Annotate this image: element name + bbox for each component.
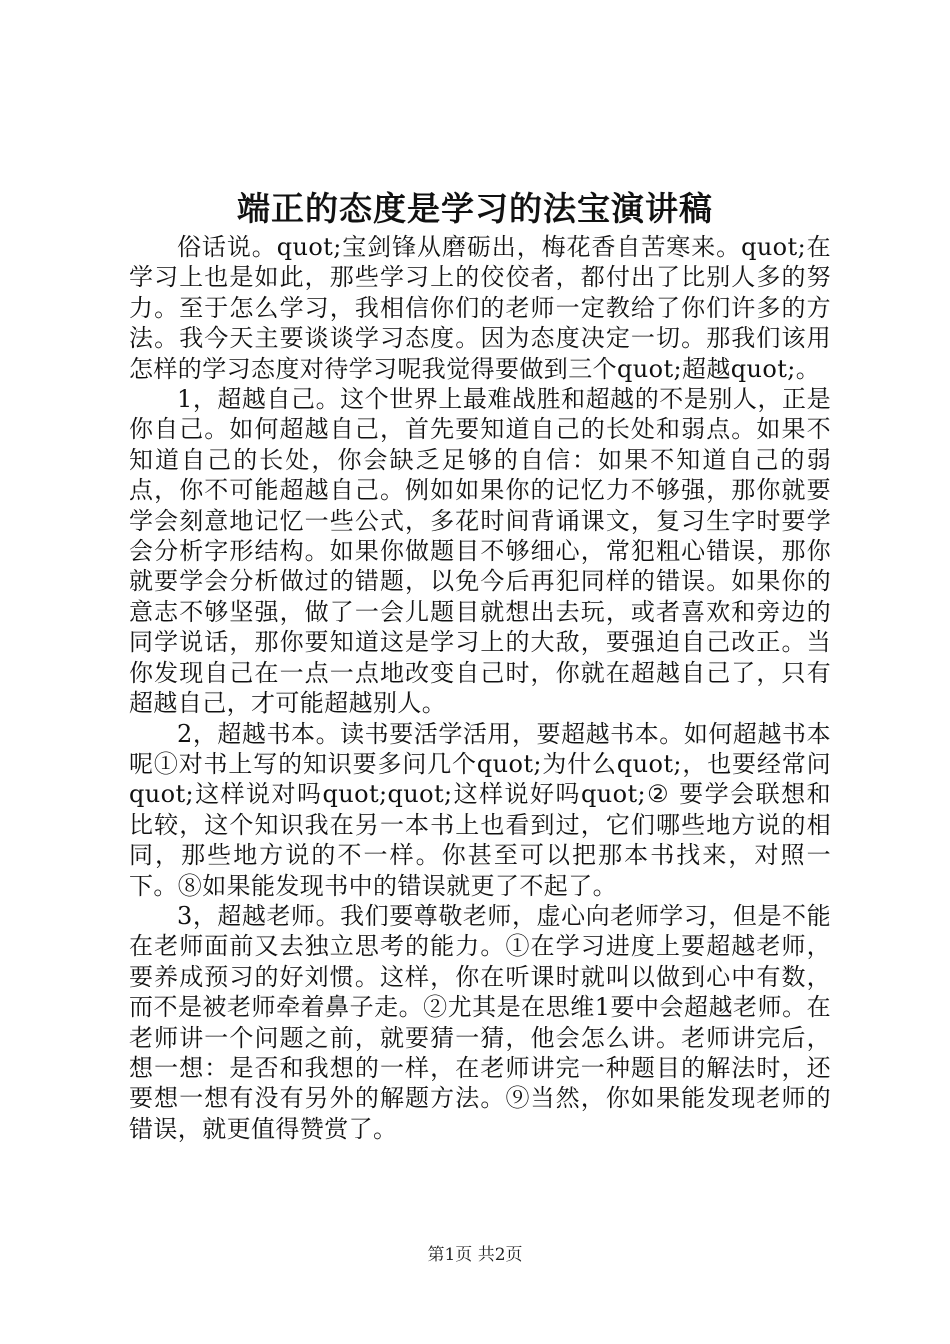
page-title: 端正的态度是学习的法宝演讲稿	[237, 189, 713, 228]
page-number-footer: 第1页 共2页	[427, 1245, 523, 1265]
document-body	[129, 232, 831, 1144]
paragraph-intro: 俗话说。quot;宝剑锋从磨砺出，梅花香自苦寒来。quot;在学习上也是如此，那些学习上的佼佼者，都付出了比别人多的努力。至于怎么学习，我相信你们的老师一定教给了你们许多的方法。我今天主要谈谈学习态度。因为态度决定一切。那我们该用怎样的学习态度对待学习呢我觉得要做到三个quot;超越quot;。	[129, 233, 831, 383]
paragraph-surpass-self: 1，超越自己。这个世界上最难战胜和超越的不是别人，正是你自己。如何超越自己，首先要知道自己的长处和弱点。如果不知道自己的长处，你会缺乏足够的自信：如果不知道自己的弱点，你不可能超越自己。例如如果你的记忆力不够强，那你就要学会刻意地记忆一些公式，多花时间背诵课文，复习生字时要学会分析字形结构。如果你做题目不够细心，常犯粗心错误，那你就要学会分析做过的错题，以免今后再犯同样的错误。如果你的意志不够坚强，做了一会儿题目就想出去玩，或者喜欢和旁边的同学说话，那你要知道这是学习上的大敌，要强迫自己改正。当你发现自己在一点一点地改变自己时，你就在超越自己了，只有超越自己，才可能超越别人。	[129, 385, 831, 718]
paragraph-surpass-books: 2，超越书本。读书要活学活用，要超越书本。如何超越书本呢①对书上写的知识要多问几个quot;为什么quot;，也要经常问quot;这样说对吗quot;quot;这样说好吗quot;② 要学会联想和比较，这个知识我在另一本书上也看到过，它们哪些地方说的相同，那些地方说的不一样。你甚至可以把那本书找来，对照一下。⑧如果能发现书中的错误就更了不起了。	[129, 719, 831, 900]
paragraph-surpass-teacher: 3，超越老师。我们要尊敬老师，虚心向老师学习，但是不能在老师面前又去独立思考的能力。①在学习进度上要超越老师，要养成预习的好刘惯。这样，你在听课时就叫以做到心中有数，而不是被老师牵着鼻子走。②尤其是在思维1要中会超越老师。在老师讲一个问题之前，就要猜一猜，他会怎么讲。老师讲完后，想一想：是否和我想的一样，在老师讲完一种题目的解法时，还要想一想有没有另外的解题方法。⑨当然，你如果能发现老师的错误，就更值得赞赏了。	[129, 901, 831, 1143]
